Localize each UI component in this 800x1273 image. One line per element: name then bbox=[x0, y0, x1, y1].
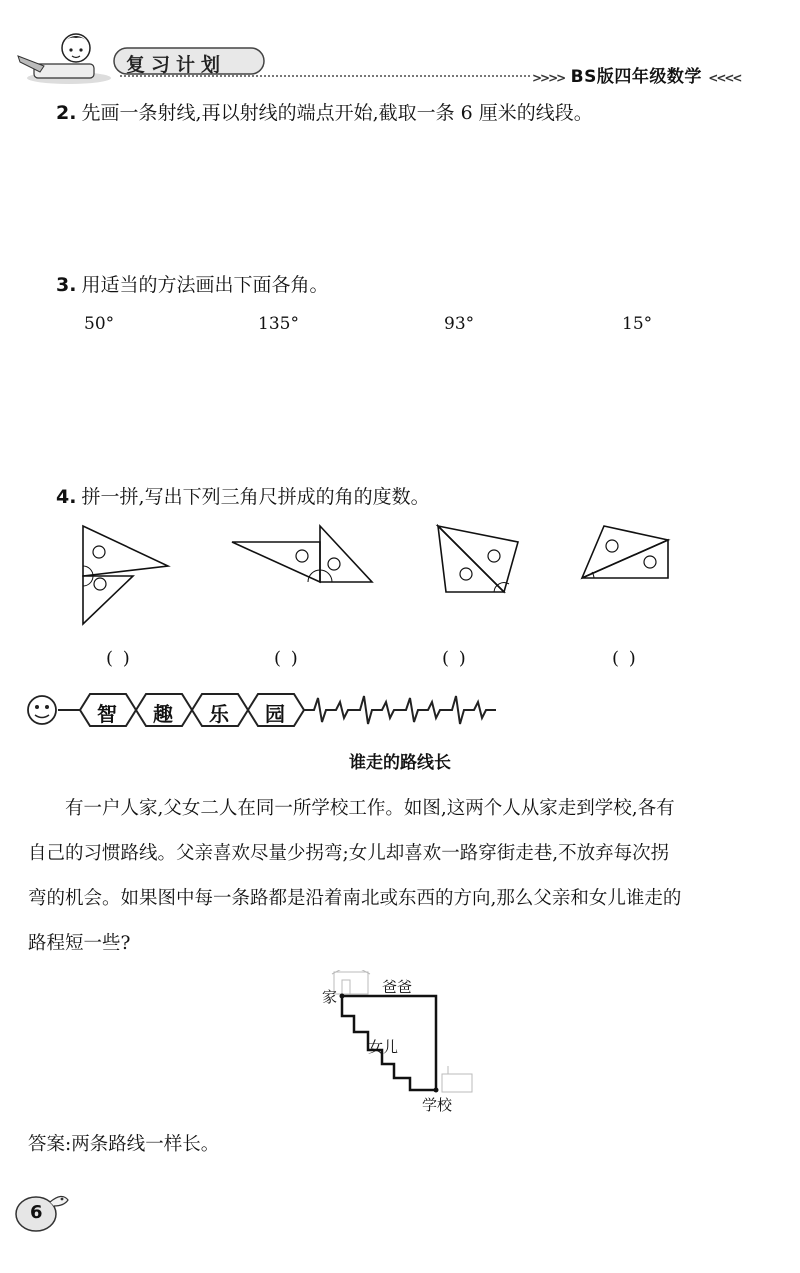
question-3-text: 用适当的方法画出下面各角。 bbox=[81, 274, 329, 296]
page-number: 6 bbox=[30, 1202, 43, 1223]
edition-text: BS版四年级数学 bbox=[570, 67, 702, 87]
map-label-dad: 爸爸 bbox=[382, 978, 413, 996]
triangle-set-3 bbox=[432, 520, 528, 600]
arrows-right: <<<< bbox=[708, 71, 741, 85]
question-3-number: 3. bbox=[56, 274, 77, 296]
map-label-daughter: 女儿 bbox=[368, 1038, 399, 1056]
story-line-2: 自己的习惯路线。父亲喜欢尽量少拐弯;女儿却喜欢一路穿街走巷,不放弃每次拐 bbox=[28, 843, 670, 864]
question-2-number: 2. bbox=[56, 102, 77, 124]
map-label-school: 学校 bbox=[422, 1096, 453, 1114]
question-4 bbox=[56, 482, 430, 509]
triangle-set-1 bbox=[70, 520, 180, 630]
story-answer: 答案:两条路线一样长。 bbox=[28, 1134, 220, 1155]
question-2 bbox=[56, 98, 593, 125]
story-title: 谁走的路线长 bbox=[349, 753, 451, 773]
story-line-4: 路程短一些? bbox=[28, 933, 131, 954]
answer-blank-4[interactable]: ( ) bbox=[612, 648, 638, 669]
angle-label-3: 93° bbox=[444, 314, 475, 334]
cartoon-girl-reading-icon bbox=[14, 26, 124, 86]
triangle-set-4 bbox=[574, 520, 674, 586]
route-map bbox=[318, 970, 488, 1114]
page-number-badge bbox=[10, 1188, 74, 1234]
answer-blank-3[interactable]: ( ) bbox=[442, 648, 468, 669]
answer-blank-2[interactable]: ( ) bbox=[274, 648, 300, 669]
section-char-4: 园 bbox=[265, 702, 285, 726]
question-4-text: 拼一拼,写出下列三角尺拼成的角的度数。 bbox=[81, 486, 430, 508]
question-2-text: 先画一条射线,再以射线的端点开始,截取一条 6 厘米的线段。 bbox=[81, 102, 593, 124]
section-char-1: 智 bbox=[97, 702, 117, 726]
section-char-3: 乐 bbox=[209, 702, 229, 726]
arrows-left: >>>> bbox=[532, 71, 565, 85]
story-paragraph bbox=[28, 786, 774, 966]
section-banner bbox=[18, 688, 498, 732]
question-3 bbox=[56, 270, 329, 297]
section-char-2: 趣 bbox=[153, 702, 173, 726]
map-label-home: 家 bbox=[322, 988, 338, 1006]
story-line-1: 有一户人家,父女二人在同一所学校工作。如图,这两个人从家走到学校,各有 bbox=[65, 798, 675, 819]
section-banner-graphic bbox=[18, 688, 498, 732]
header-title: 复习计划 bbox=[126, 54, 227, 76]
header-title-banner bbox=[112, 44, 272, 78]
answer-blank-1[interactable]: ( ) bbox=[106, 648, 132, 669]
triangle-set-2 bbox=[226, 520, 376, 590]
angle-label-1: 50° bbox=[84, 314, 115, 334]
angle-label-2: 135° bbox=[258, 314, 299, 334]
edition-label bbox=[532, 62, 740, 87]
question-4-number: 4. bbox=[56, 486, 77, 508]
angle-label-4: 15° bbox=[622, 314, 653, 334]
story-line-3: 弯的机会。如果图中每一条路都是沿着南北或东西的方向,那么父亲和女儿谁走的 bbox=[28, 888, 682, 909]
header-dotted-rule bbox=[120, 75, 530, 77]
